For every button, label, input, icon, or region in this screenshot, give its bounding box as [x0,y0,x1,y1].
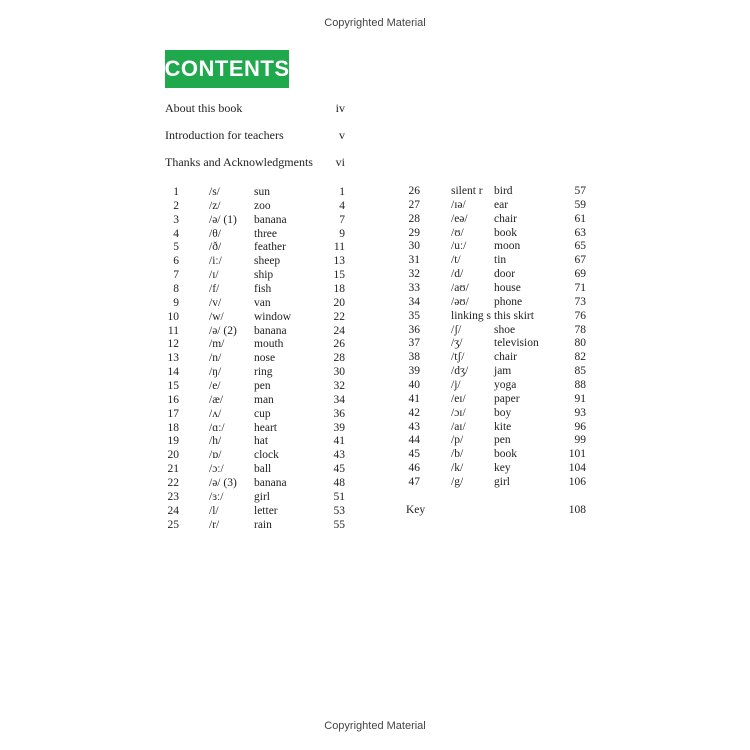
phoneme-symbol: /ɔɪ/ [451,406,466,419]
phoneme-symbol: /ə/ (3) [209,477,237,490]
phoneme-symbol: /t/ [451,254,461,267]
unit-number: 37 [408,337,420,350]
phoneme-symbol: /z/ [209,199,221,212]
unit-number: 38 [408,351,420,364]
phoneme-symbol: /θ/ [209,227,221,240]
phoneme-symbol: /əʊ/ [451,295,469,308]
toc-row [406,365,586,379]
example-word: house [494,282,521,295]
phoneme-symbol: /v/ [209,296,222,309]
page-number: 45 [333,463,345,476]
example-word: sheep [254,255,281,268]
unit-number: 3 [173,213,179,226]
toc-row [165,255,345,269]
phoneme-symbol: /l/ [209,504,219,517]
front-matter-item [165,101,345,117]
phoneme-symbol: /h/ [209,435,222,448]
toc-row [165,435,345,449]
key-label: Key [406,504,426,516]
unit-number: 10 [167,310,179,323]
page-number: 51 [333,490,345,503]
phoneme-symbol: /tʃ/ [451,351,465,364]
front-matter-page: iv [335,101,345,115]
unit-number: 46 [408,462,420,475]
unit-number: 12 [167,338,179,351]
example-word: window [254,310,292,323]
page-number: 28 [333,352,345,365]
phoneme-symbol: /aʊ/ [451,282,469,295]
page-number: 91 [574,392,586,405]
toc-row [165,200,345,214]
phoneme-symbol: silent r [451,185,483,197]
page-number: 59 [574,198,586,211]
unit-number: 36 [408,323,420,336]
toc-row [406,448,586,462]
phoneme-symbol: /d/ [451,268,464,281]
example-word: book [494,448,517,461]
phoneme-symbol: /ʃ/ [451,323,462,336]
example-word: bird [494,185,513,197]
toc-row [165,325,345,339]
unit-number: 13 [167,352,179,365]
unit-number: 7 [173,269,179,282]
page-number: 39 [333,421,345,434]
unit-number: 34 [408,295,420,308]
example-word: ball [254,463,272,476]
example-word: pen [254,380,271,393]
unit-number: 47 [408,476,420,489]
unit-number: 39 [408,365,420,378]
example-word: ring [254,366,273,379]
toc-row [165,491,345,505]
page-number: 85 [574,365,586,378]
page-number: 11 [333,241,345,254]
toc-row [406,337,586,351]
unit-number: 33 [408,282,420,295]
example-word: banana [254,477,287,490]
toc-row [406,310,586,324]
example-word: ear [494,198,509,211]
example-word: girl [254,490,270,503]
toc-row [406,254,586,268]
toc-row [165,477,345,491]
toc-row [165,297,345,311]
unit-number: 24 [167,504,179,517]
phoneme-symbol: /k/ [451,462,464,475]
page-number: 101 [568,448,586,461]
toc-row [165,449,345,463]
page-number: 57 [574,185,586,197]
toc-row [406,185,586,199]
phoneme-symbol: /s/ [209,186,220,198]
phoneme-symbol: /ə/ (1) [209,213,237,226]
example-word: tin [494,254,507,267]
unit-number: 4 [173,227,179,240]
example-word: book [494,226,517,239]
units-list-left [165,186,345,532]
toc-row [165,241,345,255]
unit-number: 23 [167,490,179,503]
unit-number: 22 [167,477,179,490]
toc-row [165,380,345,394]
example-word: banana [254,324,287,337]
unit-number: 40 [408,379,420,392]
unit-number: 43 [408,420,420,433]
page-number: 32 [333,380,345,393]
toc-row [165,283,345,297]
unit-number: 31 [408,254,420,267]
key-entry [406,504,586,518]
phoneme-symbol: /m/ [209,338,225,351]
example-word: rain [254,518,272,531]
example-word: phone [494,295,523,308]
page-number: 18 [333,283,345,296]
phoneme-symbol: /iː/ [209,255,222,268]
toc-row [165,214,345,228]
page-number: 24 [333,324,345,337]
phoneme-symbol: /w/ [209,310,224,323]
phoneme-symbol: /f/ [209,283,220,296]
phoneme-symbol: /ʌ/ [209,407,222,420]
page-number: 4 [339,199,345,212]
phoneme-symbol: /ɔː/ [209,463,224,476]
phoneme-symbol: /n/ [209,352,222,365]
phoneme-symbol: /ɪə/ [451,198,466,211]
page-number: 22 [333,310,345,323]
front-matter-item [165,128,345,144]
page-number: 34 [333,393,345,406]
phoneme-symbol: /ɜː/ [209,490,224,503]
page-number: 63 [574,226,586,239]
page-number: 20 [333,296,345,309]
page-number: 41 [333,435,345,448]
page-number: 76 [574,309,586,322]
page-number: 88 [574,379,586,392]
example-word: yoga [494,379,517,392]
page-number: 93 [574,406,586,419]
phoneme-symbol: /uː/ [451,240,467,253]
page-number: 82 [574,351,586,364]
unit-number: 6 [173,255,179,268]
unit-number: 25 [167,518,179,531]
page-number: 67 [574,254,586,267]
page-number: 13 [333,255,345,268]
toc-row [406,421,586,435]
front-matter-page: v [339,128,345,142]
unit-number: 1 [173,186,179,198]
toc-row [165,519,345,533]
phoneme-symbol: /ɒ/ [209,449,222,462]
example-word: clock [254,449,279,462]
toc-row [406,199,586,213]
unit-number: 2 [173,199,179,212]
toc-row [406,434,586,448]
example-word: ship [254,269,274,282]
unit-number: 26 [408,185,420,197]
phoneme-symbol: /ə/ (2) [209,324,237,337]
example-word: van [254,296,271,309]
unit-number: 9 [173,296,179,309]
unit-number: 35 [408,309,420,322]
toc-row [406,282,586,296]
toc-row [406,240,586,254]
phoneme-symbol: /j/ [451,379,461,392]
toc-row [165,338,345,352]
unit-number: 11 [167,324,179,337]
page-number: 61 [574,212,586,225]
example-word: boy [494,406,512,419]
phoneme-symbol: /b/ [451,448,464,461]
unit-number: 17 [167,407,179,420]
unit-number: 15 [167,380,179,393]
page-number: 30 [333,366,345,379]
toc-row [406,213,586,227]
example-word: girl [494,476,510,489]
page-number: 80 [574,337,586,350]
front-matter-page: vi [335,155,345,169]
unit-number: 14 [167,366,179,379]
unit-number: 27 [408,198,420,211]
phoneme-symbol: /ɪ/ [209,269,219,282]
toc-row [165,269,345,283]
example-word: chair [494,212,517,225]
example-word: moon [494,240,521,253]
toc-row [406,227,586,241]
page-number: 99 [574,434,586,447]
phoneme-symbol: /ŋ/ [209,366,222,379]
unit-number: 41 [408,392,420,405]
toc-row [165,394,345,408]
example-word: pen [494,434,511,447]
example-word: key [494,462,511,475]
toc-row [406,324,586,338]
page-number: 106 [568,476,586,489]
example-word: this skirt [494,309,534,322]
unit-number: 30 [408,240,420,253]
page-number: 69 [574,268,586,281]
phoneme-symbol: /dʒ/ [451,365,469,378]
unit-number: 44 [408,434,420,447]
page-number: 53 [333,504,345,517]
page-number: 36 [333,407,345,420]
toc-row [406,462,586,476]
unit-number: 8 [173,283,179,296]
unit-number: 29 [408,226,420,239]
page-number: 96 [574,420,586,433]
phoneme-symbol: linking s [451,309,491,322]
page-number: 26 [333,338,345,351]
toc-row [406,476,586,490]
phoneme-symbol: /e/ [209,380,221,393]
unit-number: 32 [408,268,420,281]
toc-row [406,296,586,310]
phoneme-symbol: /eɪ/ [451,392,466,405]
phoneme-symbol: /eə/ [451,212,468,225]
units-list-right [406,185,586,490]
toc-row [165,408,345,422]
example-word: three [254,227,277,240]
unit-number: 19 [167,435,179,448]
example-word: banana [254,213,287,226]
page-number: 104 [568,462,586,475]
unit-number: 18 [167,421,179,434]
unit-number: 28 [408,212,420,225]
toc-row [165,228,345,242]
page-number: 71 [574,282,586,295]
page-number: 9 [339,227,345,240]
front-matter-title: About this book [165,101,243,115]
example-word: heart [254,421,277,434]
example-word: jam [494,365,512,378]
phoneme-symbol: /ʒ/ [451,337,463,350]
page-number: 43 [333,449,345,462]
example-word: paper [494,392,520,405]
toc-row [406,268,586,282]
unit-number: 5 [173,241,179,254]
toc-row [406,351,586,365]
phoneme-symbol: /p/ [451,434,464,447]
toc-row [165,186,345,200]
example-word: shoe [494,323,516,336]
example-word: door [494,268,516,281]
example-word: letter [254,504,278,517]
copyright-banner-top: Copyrighted Material [324,17,426,29]
example-word: man [254,393,274,406]
toc-row [165,366,345,380]
page-number: 7 [339,213,345,226]
example-word: nose [254,352,276,365]
phoneme-symbol: /æ/ [209,393,224,406]
example-word: mouth [254,338,284,351]
phoneme-symbol: /ɑː/ [209,421,225,434]
page-number: 73 [574,295,586,308]
toc-row [406,407,586,421]
toc-row [406,379,586,393]
page-number: 48 [333,477,345,490]
example-word: hat [254,435,269,448]
example-word: zoo [254,199,271,212]
unit-number: 21 [167,463,179,476]
toc-row [165,352,345,366]
example-word: cup [254,407,271,420]
example-word: television [494,337,539,350]
toc-row [165,422,345,436]
front-matter-title: Thanks and Acknowledgments [165,155,313,169]
toc-row [406,393,586,407]
example-word: chair [494,351,517,364]
copyright-banner-bottom: Copyrighted Material [324,720,426,732]
key-page: 108 [568,504,586,516]
phoneme-symbol: /r/ [209,518,220,531]
toc-row [165,311,345,325]
phoneme-symbol: /g/ [451,476,464,489]
page-number: 65 [574,240,586,253]
toc-row [165,505,345,519]
phoneme-symbol: /aɪ/ [451,420,466,433]
example-word: fish [254,283,272,296]
page-number: 1 [339,186,345,198]
page-number: 15 [333,269,345,282]
example-word: kite [494,420,512,433]
unit-number: 20 [167,449,179,462]
example-word: sun [254,186,270,198]
page-number: 55 [333,518,345,531]
contents-heading: CONTENTS [165,50,289,88]
unit-number: 16 [167,393,179,406]
unit-number: 45 [408,448,420,461]
front-matter-item [165,155,345,171]
phoneme-symbol: /ð/ [209,241,222,254]
toc-row [165,463,345,477]
unit-number: 42 [408,406,420,419]
front-matter-title: Introduction for teachers [165,128,284,142]
phoneme-symbol: /ʊ/ [451,226,464,239]
page-number: 78 [574,323,586,336]
example-word: feather [254,241,286,254]
